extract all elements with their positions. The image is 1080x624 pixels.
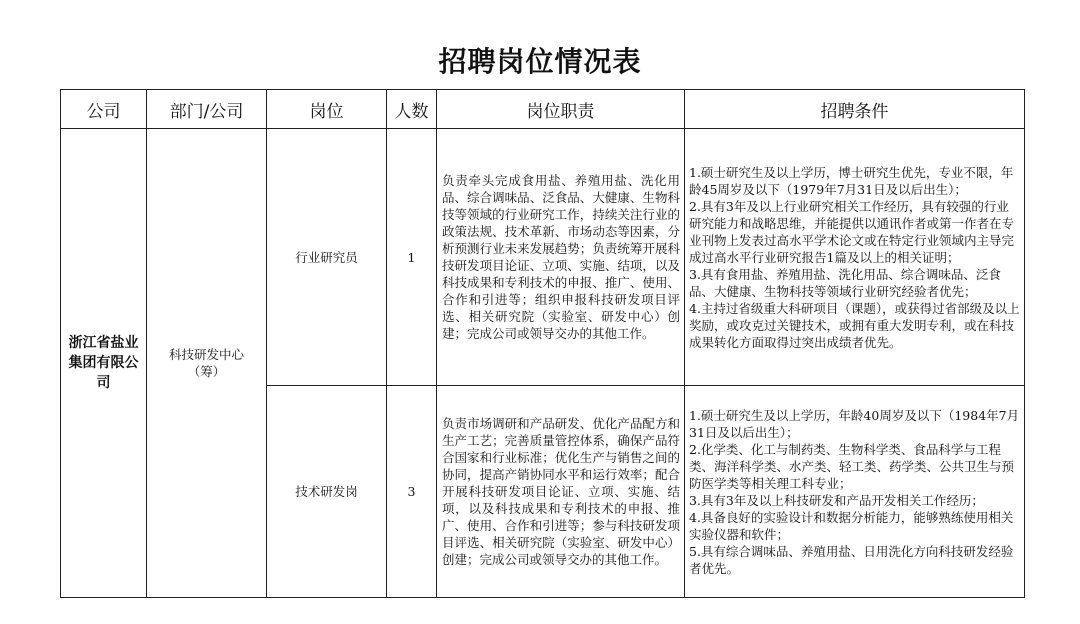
duties-cell: 负责市场调研和产品研发、优化产品配方和生产工艺；完善质量管控体系，确保产品符合国家和行业标准；优化生产与销售之间的协同，提高产销协同水平和运行效率；配合开展科技研发项目论证、立项、实施、结项，以及科技成果和专利技术的申报、推广、使用、合作和引进等；参与科技研发项目评选、相关研究院（实验室、研发中心）创建；完成公司或领导交办的其他工作。 bbox=[437, 386, 685, 598]
department-text: 科技研发中心（筹） bbox=[168, 347, 244, 379]
header-requirements: 招聘条件 bbox=[685, 90, 1025, 129]
header-duties: 岗位职责 bbox=[437, 90, 685, 129]
company-cell: 浙江省盐业集团有限公司 bbox=[61, 129, 147, 598]
header-department: 部门/公司 bbox=[147, 90, 267, 129]
header-position: 岗位 bbox=[267, 90, 387, 129]
duties-cell: 负责牵头完成食用盐、养殖用盐、洗化用品、综合调味品、泛食品、大健康、生物科技等领域的行业研究工作，持续关注行业的政策法规、技术革新、市场动态等因素，分析预测行业未来发展趋势；负责统筹开展科技研发项目论证、立项、实施、结项，以及科技成果和专利技术的申报、推广、使用、合作和引进等；组织申报科技研发项目评选、相关研究院（实验室、研发中心）创建；完成公司或领导交办的其他工作。 bbox=[437, 129, 685, 386]
requirement-item: 2.化学类、化工与制药类、生物科学类、食品科学与工程类、海洋科学类、水产类、轻工类、药学类、公共卫生与预防医学类等相关理工科专业； bbox=[689, 441, 1015, 491]
position-name-cell: 技术研发岗 bbox=[267, 386, 387, 598]
page-title: 招聘岗位情况表 bbox=[438, 45, 642, 78]
header-headcount: 人数 bbox=[387, 90, 437, 129]
position-name-cell: 行业研究员 bbox=[267, 129, 387, 386]
requirement-item: 3.具有3年及以上科技研发和产品开发相关工作经历； bbox=[689, 492, 984, 508]
requirement-item: 3.具有食用盐、养殖用盐、洗化用品、综合调味品、泛食品、大健康、生物科技等领域行业研究经验者优先； bbox=[689, 266, 1001, 299]
requirement-item: 4.主持过省级重大科研项目（课题），或获得过省部级及以上奖励，或攻克过关键技术，或拥有重大发明专利，或在科技成果转化方面取得过突出成绩者优先。 bbox=[689, 300, 1020, 350]
department-cell bbox=[147, 129, 267, 598]
recruitment-table bbox=[60, 89, 1025, 598]
requirement-item: 1.硕士研究生及以上学历，年龄40周岁及以下（1984年7月31日及以后出生）； bbox=[689, 407, 1020, 440]
requirements-cell bbox=[685, 386, 1025, 598]
table-header-row bbox=[61, 90, 1025, 129]
requirement-item: 4.具备良好的实验设计和数据分析能力，能够熟练使用相关实验仪器和软件； bbox=[689, 509, 1014, 542]
requirement-item: 5.具有综合调味品、养殖用盐、日用洗化方向科技研发经验者优先。 bbox=[689, 543, 1014, 576]
table-row bbox=[61, 129, 1025, 386]
requirement-item: 1.硕士研究生及以上学历，博士研究生优先，专业不限，年龄45周岁及以下（1979年7月31日及以后出生）； bbox=[689, 164, 1014, 197]
headcount-cell: 1 bbox=[387, 129, 437, 386]
requirement-item: 2.具有3年及以上行业研究相关工作经历，具有较强的行业研究能力和战略思维，并能提供以通讯作者或第一作者在专业刊物上发表过高水平学术论文或在特定行业领域内主导完成过高水平行业研究报告1篇及以上的相关证明； bbox=[689, 198, 1015, 265]
requirements-cell bbox=[685, 129, 1025, 386]
headcount-cell: 3 bbox=[387, 386, 437, 598]
header-company: 公司 bbox=[61, 90, 147, 129]
